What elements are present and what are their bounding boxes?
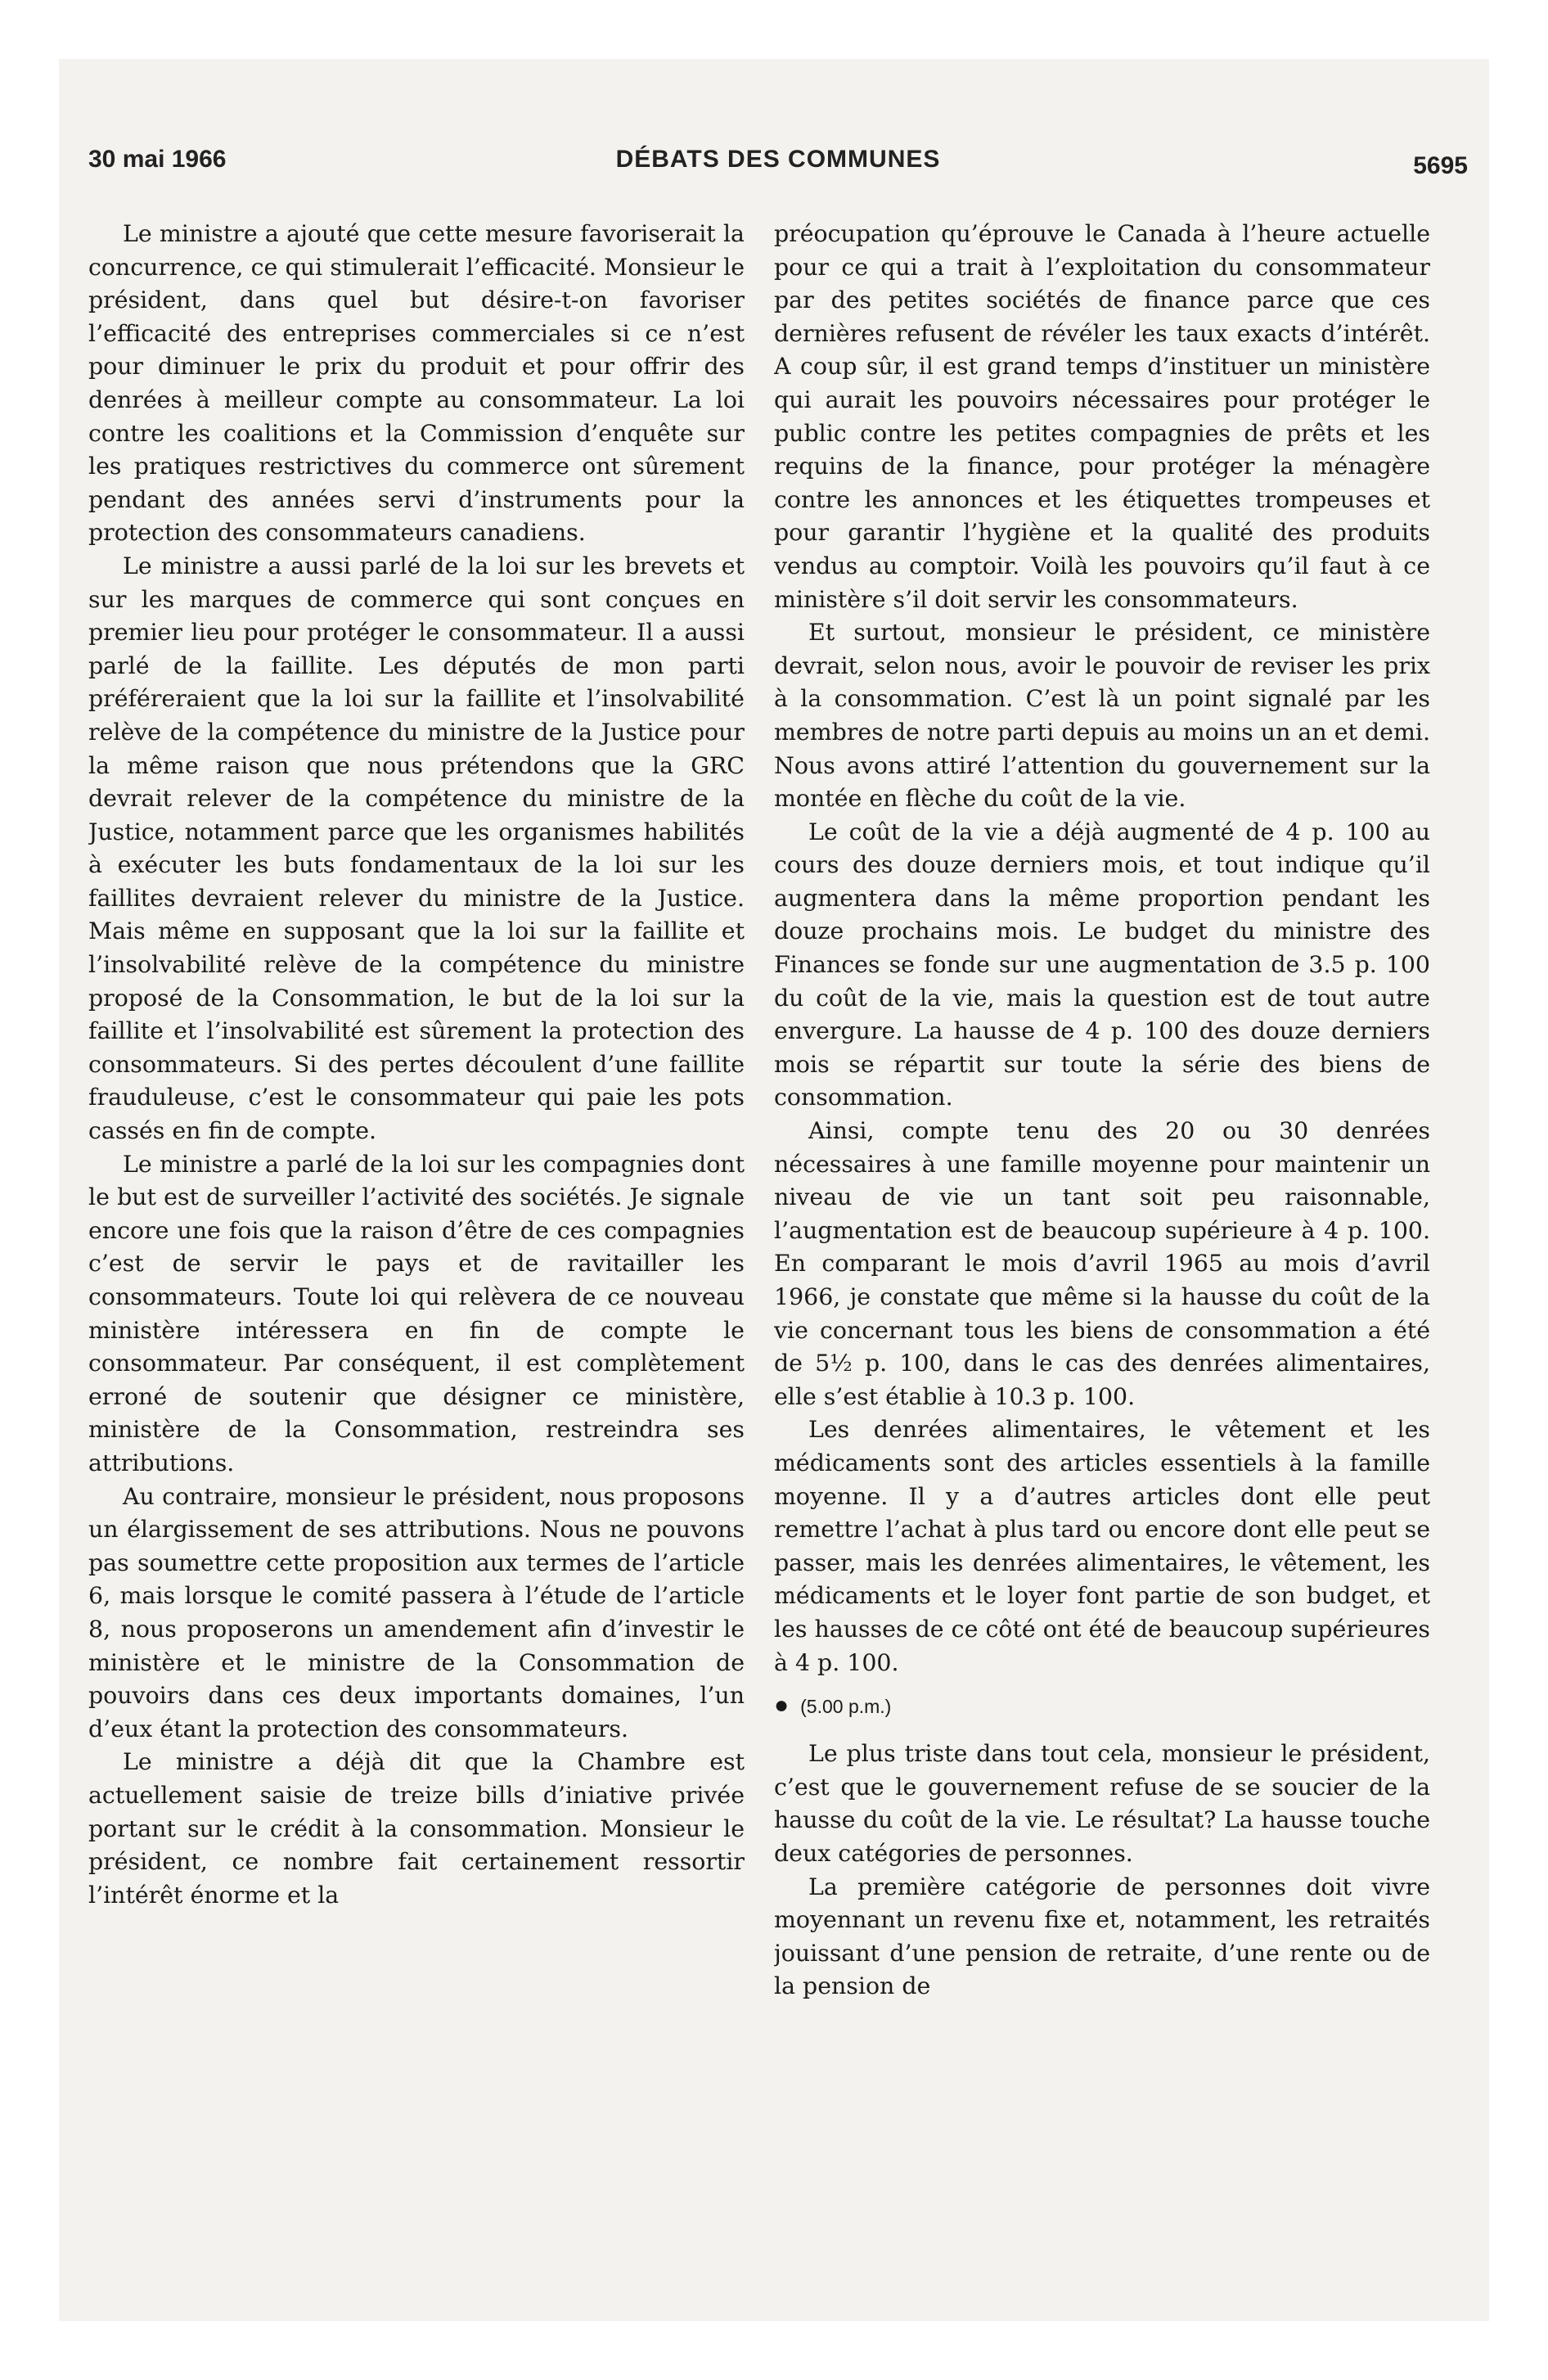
hansard-page	[59, 59, 1489, 2321]
paragraph: Le ministre a aussi parlé de la loi sur les brevets et sur les marques de commerce qui sont conçues en premier lieu pour protéger le consommateur. Il a aussi parlé de la faillite. Les députés de mon parti préféreraient que la loi sur la faillite et l’insolvabilité relève de la compétence du ministre de la Justice pour la même raison que nous prétendons que la GRC devrait relever de la compétence du ministre de la Justice, notamment parce que les organismes habilités à exécuter les buts fondamentaux de la loi sur les faillites devraient relever du ministre de la Justice. Mais même en supposant que la loi sur la faillite et l’insolvabilité relève de la compétence du ministre proposé de la Consommation, le but de la loi sur la faillite et l’insolvabilité est sûrement la protection des consommateurs. Si des pertes découlent d’une faillite frauduleuse, c’est le consommateur qui paie les pots cassés en fin de compte.	[88, 552, 745, 1145]
continued-paragraph: préocupation qu’éprouve le Canada à l’heure actuelle pour ce qui a trait à l’exploitation du consommateur par des petites sociétés de finance parce que ces dernières refusent de révéler les taux exacts d’intérêt. A coup sûr, il est grand temps d’instituer un ministère qui aurait les pouvoirs nécessaires pour protéger le public contre les petites compagnies de prêts et les requins de la finance, pour protéger la ménagère contre les annonces et les étiquettes trompeuses et pour garantir l’hygiène et la qualité des produits vendus au comptoir. Voilà les pouvoirs qu’il faut à ce ministère s’il doit servir les consommateurs.	[774, 220, 1430, 613]
time-marker	[774, 1688, 1430, 1724]
left-column	[88, 218, 745, 2231]
bullet-icon: ●	[774, 1692, 790, 1720]
paragraph: Le plus triste dans tout cela, monsieur le président, c’est que le gouvernement refuse de se soucier de la hausse du coût de la vie. Le résultat? La hausse touche deux catégories de personnes.	[774, 1740, 1430, 1867]
time-marker-text: (5.00 p.m.)	[800, 1696, 892, 1718]
page-header	[88, 146, 1468, 187]
paragraph: Le ministre a déjà dit que la Chambre est actuellement saisie de treize bills d’iniative privée portant sur le crédit à la consommation. Monsieur le président, ce nombre fait certainement ressortir l’intérêt énorme et la	[88, 1748, 745, 1909]
header-page-number: 5695	[1413, 152, 1468, 179]
paragraph: Au contraire, monsieur le président, nous proposons un élargissement de ses attributions. Nous ne pouvons pas soumettre cette proposition aux termes de l’article 6, mais lorsque le comité passera à l’étude de l’article 8, nous proposerons un amendement afin d’investir le ministère et le ministre de la Consommation de pouvoirs dans ces deux importants domaines, l’un d’eux étant la protection des consommateurs.	[88, 1482, 745, 1742]
paragraph: La première catégorie de personnes doit vivre moyennant un revenu fixe et, notamment, les retraités jouissant d’une pension de retraite, d’une rente ou de la pension de	[774, 1873, 1430, 2000]
paragraph: Et surtout, monsieur le président, ce ministère devrait, selon nous, avoir le pouvoir de reviser les prix à la consommation. C’est là un point signalé par les membres de notre parti depuis au moins un an et demi. Nous avons attiré l’attention du gouvernement sur la montée en flèche du coût de la vie.	[774, 619, 1430, 813]
right-column	[774, 218, 1430, 2231]
paragraph: Ainsi, compte tenu des 20 ou 30 denrées nécessaires à une famille moyenne pour maintenir un niveau de vie un tant soit peu raisonnable, l’augmentation est de beaucoup supérieure à 4 p. 100. En comparant le mois d’avril 1965 au mois d’avril 1966, je constate que même si la hausse du coût de la vie concernant tous les biens de consommation a été de 5½ p. 100, dans le cas des denrées alimentaires, elle s’est établie à 10.3 p. 100.	[774, 1117, 1430, 1410]
header-date: 30 mai 1966	[88, 146, 227, 173]
scanned-page	[59, 59, 1489, 2321]
header-title: DÉBATS DES COMMUNES	[615, 146, 941, 173]
paragraph: Les denrées alimentaires, le vêtement et les médicaments sont des articles essentiels à la famille moyenne. Il y a d’autres articles dont elle peut remettre l’achat à plus tard ou encore dont elle peut se passer, mais les denrées alimentaires, le vêtement, les médicaments et le loyer font partie de son budget, et les hausses de ce côté ont été de beaucoup supérieures à 4 p. 100.	[774, 1416, 1430, 1676]
paragraph: Le coût de la vie a déjà augmenté de 4 p. 100 au cours des douze derniers mois, et tout indique qu’il augmentera dans la même proportion pendant les douze prochains mois. Le budget du ministre des Finances se fonde sur une augmentation de 3.5 p. 100 du coût de la vie, mais la question est de tout autre envergure. La hausse de 4 p. 100 des douze derniers mois se répartit sur toute la série des biens de consommation.	[774, 818, 1430, 1111]
paragraph: Le ministre a ajouté que cette mesure favoriserait la concurrence, ce qui stimulerait l’efficacité. Monsieur le président, dans quel but désire-t-on favoriser l’efficacité des entreprises commerciales si ce n’est pour diminuer le prix du produit et pour offrir des denrées à meilleur compte au consommateur. La loi contre les coalitions et la Commission d’enquête sur les pratiques restrictives du commerce ont sûrement pendant des années servi d’instruments pour la protection des consommateurs canadiens.	[88, 220, 745, 547]
paragraph: Le ministre a parlé de la loi sur les compagnies dont le but est de surveiller l’activité des sociétés. Je signale encore une fois que la raison d’être de ces compagnies c’est de servir le pays et de ravitailler les consommateurs. Toute loi qui relèvera de ce nouveau ministère intéressera en fin de compte le consommateur. Par conséquent, il est complètement erroné de soutenir que désigner ce ministère, ministère de la Consommation, restreindra ses attributions.	[88, 1150, 745, 1476]
